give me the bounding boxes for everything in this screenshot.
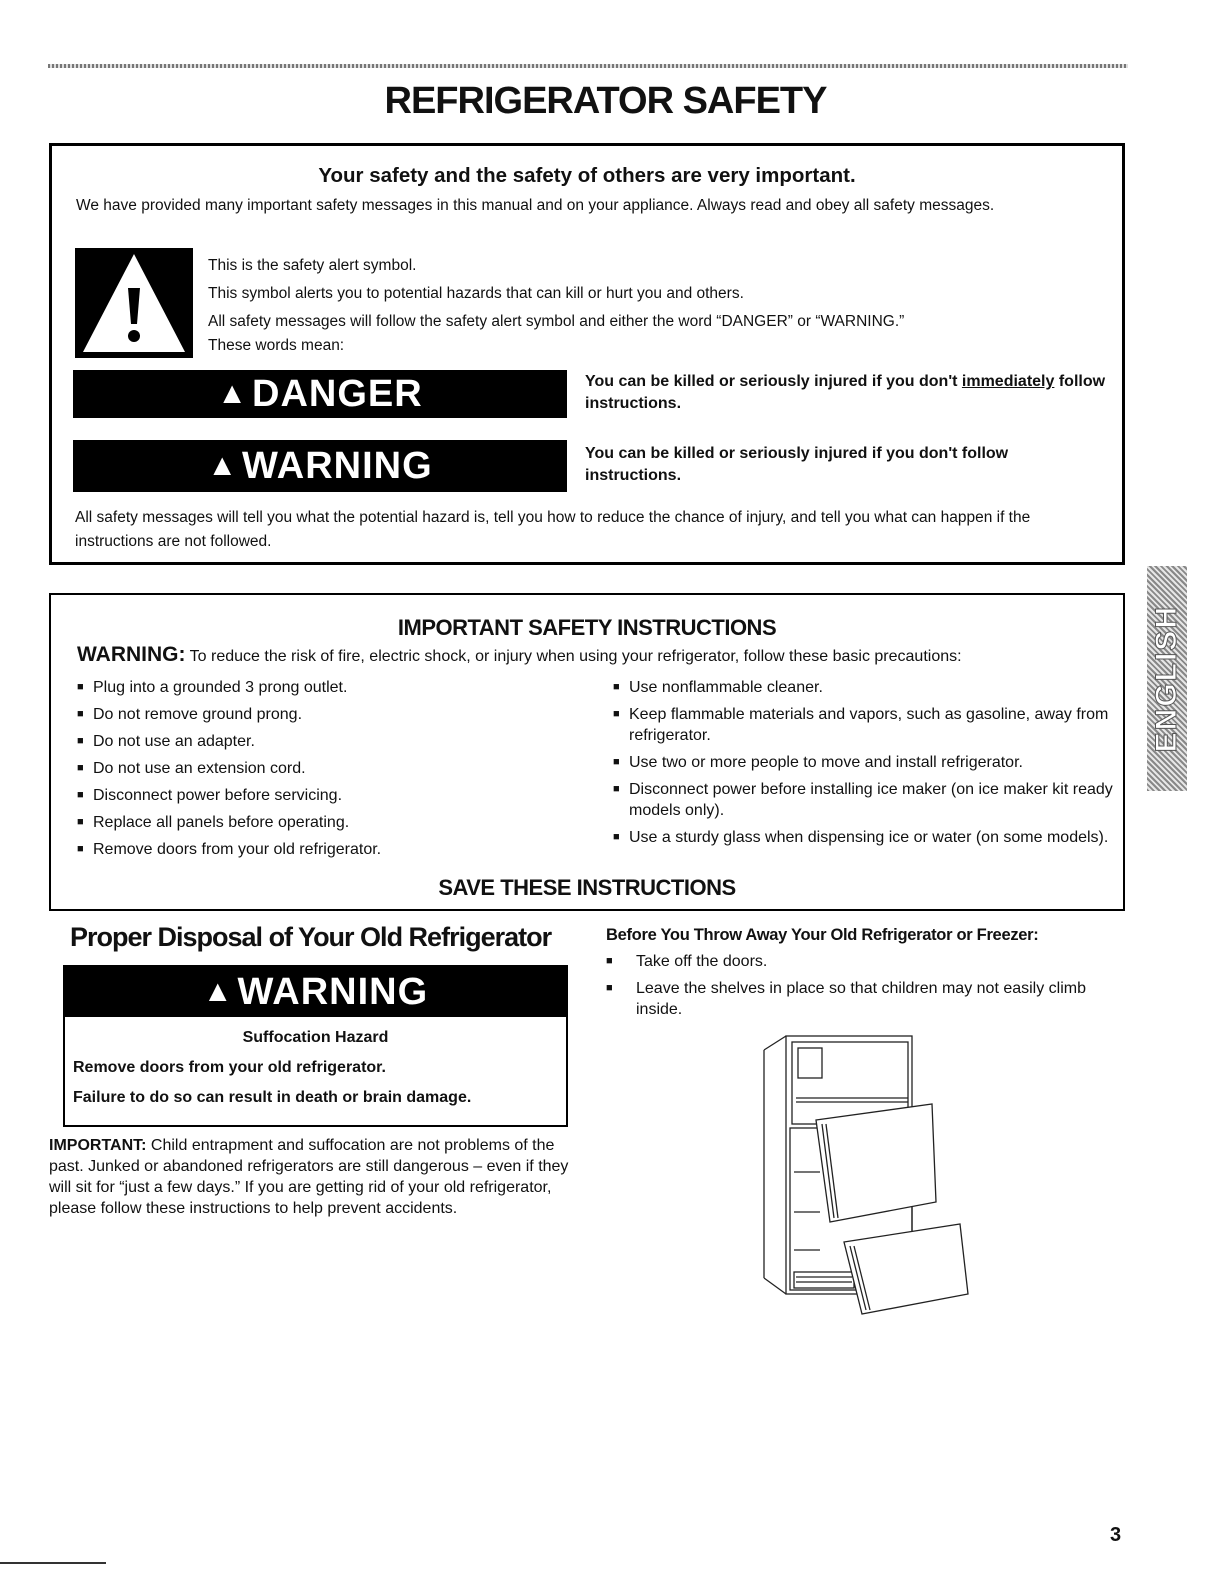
- intro-footer: All safety messages will tell you what the potential hazard is, tell you how to reduce the chance of injury, and tell you what can happen if the instructions are not followed.: [75, 509, 1031, 550]
- warning-precautions-text: To reduce the risk of fire, electric shock, or injury when using your refrigerator, follow these basic precautions:: [185, 648, 962, 665]
- important-note: [49, 1135, 571, 1219]
- suffocation-warning-box: [63, 965, 568, 1127]
- important-text: Child entrapment and suffocation are not problems of the past. Junked or abandoned refrigerators are still dangerous – even if they will sit for “just a few days.” If you are getting rid of your old refrigerator, please follow these instructions to help prevent accidents.: [49, 1137, 569, 1217]
- hazard-line-1: Remove doors from your old refrigerator.: [73, 1059, 386, 1076]
- list-item: ■ Use two or more people to move and install refrigerator.: [613, 752, 1113, 773]
- danger-banner: [73, 370, 567, 418]
- list-item: ■ Plug into a grounded 3 prong outlet.: [77, 677, 557, 698]
- list-item: ■ Disconnect power before installing ice maker (on ice maker kit ready models only).: [613, 779, 1113, 821]
- warning-label: WARNING: [242, 444, 433, 487]
- english-side-tab: [1147, 566, 1187, 791]
- list-item: ■ Keep flammable materials and vapors, such as gasoline, away from refrigerator.: [613, 704, 1113, 746]
- alert-triangle-icon: ▲: [217, 377, 248, 410]
- hazard-title: Suffocation Hazard: [242, 1029, 389, 1046]
- danger-label: DANGER: [252, 372, 423, 415]
- list-item: ■ Leave the shelves in place so that children may not easily climb inside.: [606, 978, 1106, 1020]
- page-number: 3: [1110, 1524, 1122, 1546]
- danger-text-part1: You can be killed or seriously injured if you don't: [585, 373, 962, 390]
- important-label: IMPORTANT:: [49, 1137, 147, 1154]
- alert-triangle-icon: ▲: [202, 975, 234, 1008]
- list-item: ■ Disconnect power before servicing.: [77, 785, 557, 806]
- list-item: ■ Use a sturdy glass when dispensing ice or water (on some models).: [613, 827, 1113, 848]
- list-item: ■ Remove doors from your old refrigerator.: [77, 839, 557, 860]
- list-item: ■ Do not remove ground prong.: [77, 704, 557, 725]
- symbol-line-3: All safety messages will follow the safety alert symbol and either the word “DANGER” or “WARNING.”: [208, 313, 905, 330]
- bottom-rule: [0, 1562, 106, 1564]
- danger-text-part2: follow instructions.: [585, 373, 1106, 412]
- right-precaution-list: [613, 677, 1113, 854]
- page-title: REFRIGERATOR SAFETY: [384, 80, 827, 122]
- symbol-line-1: This is the safety alert symbol.: [208, 257, 417, 274]
- intro-heading: Your safety and the safety of others are very important.: [318, 164, 856, 187]
- left-precaution-list: [77, 677, 557, 866]
- important-heading: IMPORTANT SAFETY INSTRUCTIONS: [397, 615, 777, 640]
- hazard-line-2: Failure to do so can result in death or brain damage.: [73, 1089, 472, 1106]
- intro-body: We have provided many important safety messages in this manual and on your appliance. Always read and obey all safety messages.: [76, 197, 995, 214]
- before-heading: Before You Throw Away Your Old Refrigerator or Freezer:: [606, 926, 1039, 944]
- side-tab-label: ENGLISH: [1150, 604, 1183, 753]
- warning-precautions: [77, 643, 1117, 669]
- warning-prefix: WARNING:: [77, 643, 186, 666]
- save-instructions: SAVE THESE INSTRUCTIONS: [438, 875, 736, 900]
- symbol-line-2: This symbol alerts you to potential hazards that can kill or hurt you and others.: [208, 285, 744, 302]
- disposal-heading: Proper Disposal of Your Old Refrigerator: [70, 922, 552, 952]
- refrigerator-illustration: [760, 1032, 975, 1322]
- top-rule: [48, 64, 1128, 68]
- symbol-line-4: These words mean:: [208, 337, 345, 354]
- warning-description: You can be killed or seriously injured if you don't follow instructions.: [585, 445, 1009, 484]
- list-item: ■ Replace all panels before operating.: [77, 812, 557, 833]
- before-list: [606, 951, 1106, 1026]
- list-item: ■ Take off the doors.: [606, 951, 1106, 972]
- safety-alert-icon: [75, 248, 193, 358]
- alert-triangle-icon: ▲: [207, 449, 239, 482]
- warning-banner: [73, 440, 567, 492]
- disposal-warning-banner: [65, 967, 566, 1017]
- disposal-warning-label: WARNING: [237, 970, 429, 1013]
- list-item: ■ Do not use an extension cord.: [77, 758, 557, 779]
- important-safety-box: [49, 593, 1125, 911]
- danger-description: [585, 371, 1115, 415]
- list-item: ■ Do not use an adapter.: [77, 731, 557, 752]
- list-item: ■ Use nonflammable cleaner.: [613, 677, 1113, 698]
- danger-text-emphasis: immediately: [961, 373, 1055, 390]
